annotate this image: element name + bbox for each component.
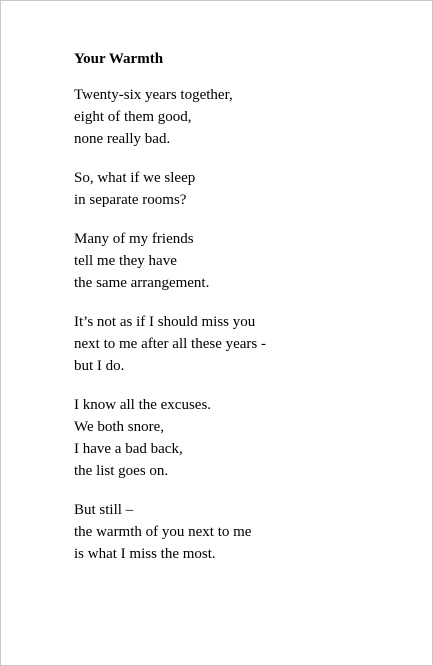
poem-line: eight of them good, [74, 109, 192, 125]
poem-line: the warmth of you next to me [74, 524, 252, 540]
poem-line: It’s not as if I should miss you [74, 314, 256, 330]
stanza-6 [74, 499, 414, 565]
poem-line: tell me they have [74, 253, 177, 269]
poem-line: none really bad. [74, 131, 171, 147]
poem-line: I have a bad back, [74, 441, 183, 457]
poem-line: in separate rooms? [74, 192, 187, 208]
stanza-3 [74, 228, 414, 294]
poem-line: We both snore, [74, 419, 165, 435]
poem-line: next to me after all these years - [74, 336, 266, 352]
poem-line: So, what if we sleep [74, 170, 196, 186]
poem-line: the list goes on. [74, 463, 169, 479]
poem-line: Twenty-six years together, [74, 87, 233, 103]
poem-line: is what I miss the most. [74, 546, 216, 562]
stanza-5 [74, 394, 414, 482]
poem-line: but I do. [74, 358, 125, 374]
poem-title: Your Warmth [74, 51, 164, 67]
poem [74, 50, 414, 582]
stanza-4 [74, 311, 414, 377]
poem-line: But still – [74, 502, 134, 518]
poem-line: the same arrangement. [74, 275, 210, 291]
poem-line: I know all the excuses. [74, 397, 212, 413]
stanza-1 [74, 84, 414, 150]
poem-line: Many of my friends [74, 231, 194, 247]
stanza-2 [74, 167, 414, 211]
